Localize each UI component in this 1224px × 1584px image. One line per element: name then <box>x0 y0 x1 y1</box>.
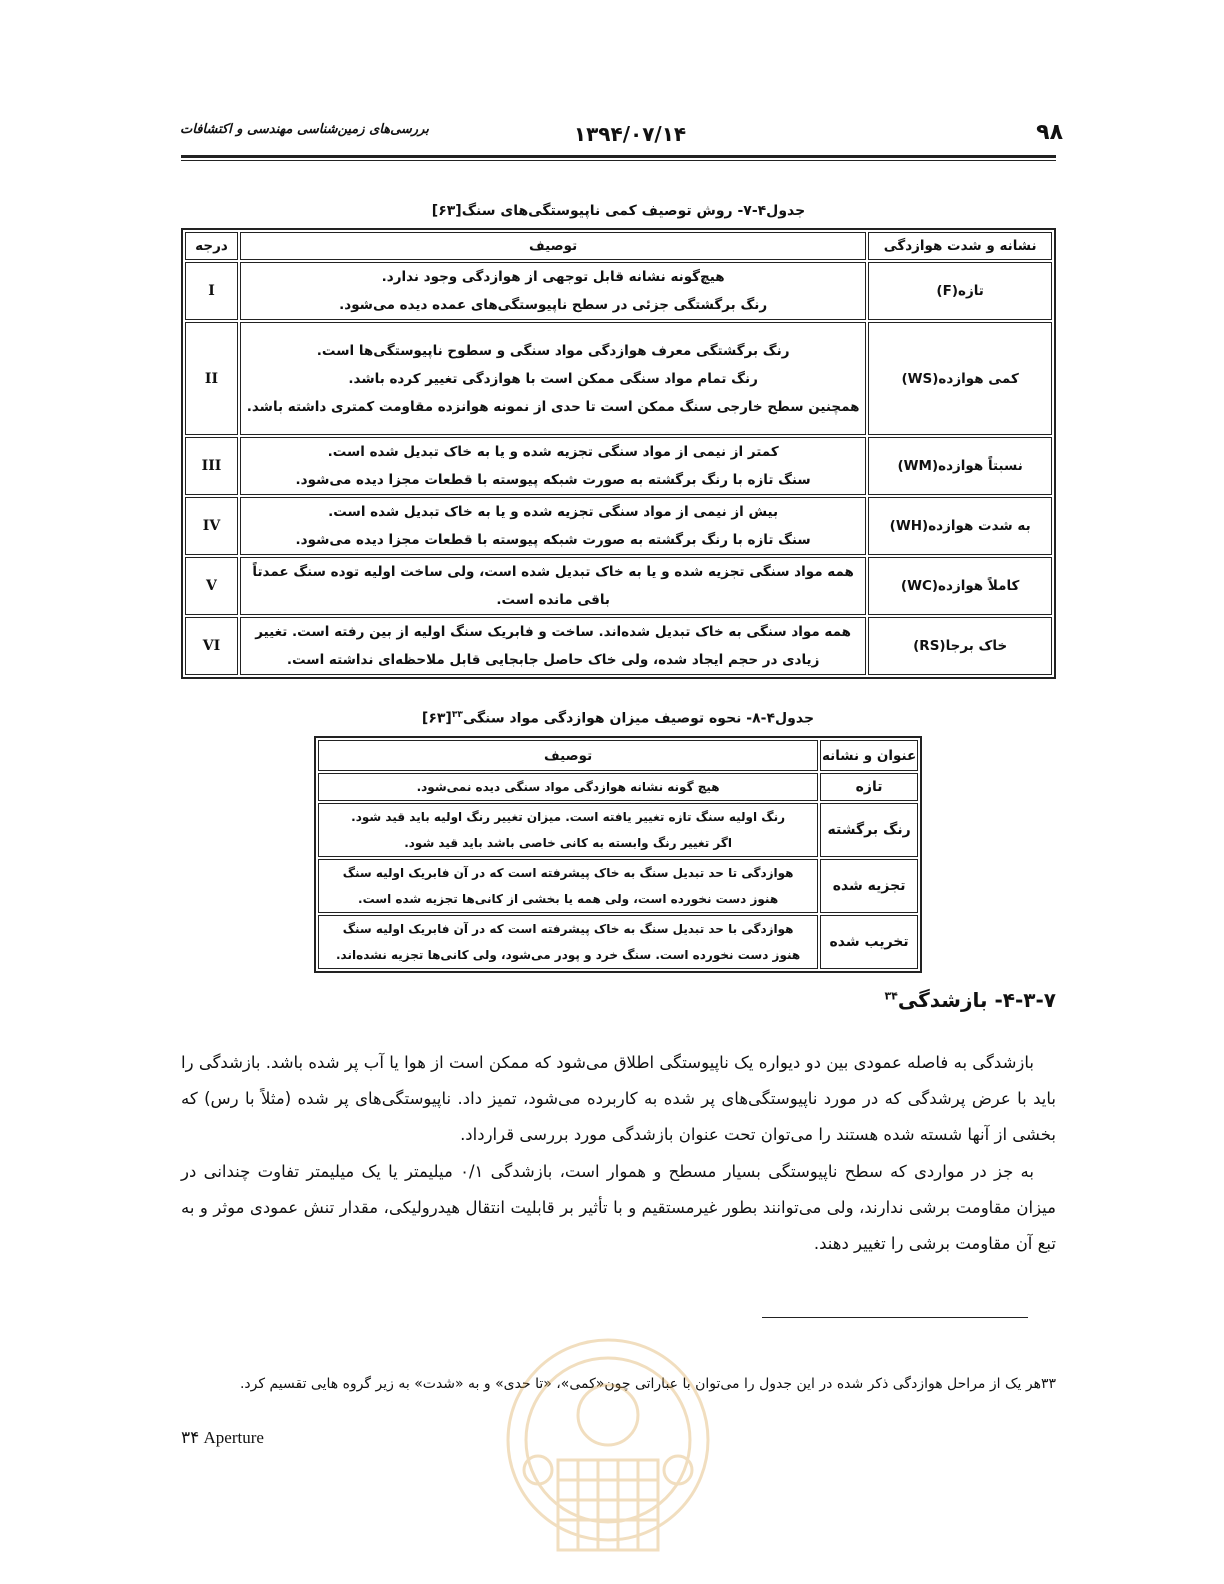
header-date: ۱۳۹۴/۰۷/۱۴ <box>573 122 687 146</box>
cell-desc <box>240 322 866 435</box>
page-number: ۹۸ <box>1036 120 1063 145</box>
body-paragraph-1: بازشدگی به فاصله عمودی بین دو دیواره یک ناپیوستگی اطلاق می‌شود که ممکن است از هوا یا آب پر شده باشد. بازشدگی را باید با عرض پرشدگی که در مورد ناپیوستگی‌های پر شده به کاربرده می‌شود، تمیز داد. ناپیوستگی‌های پر شده (مثلاً با رس) که بخشی از آنها شسته شده هستند را می‌توان تحت عنوان بازشدگی مورد بررسی قرارداد. <box>181 1053 1056 1144</box>
cell-grade: III <box>185 437 238 495</box>
cell-name: تجزیه شده <box>820 859 918 913</box>
cell-sign: خاک برجا(RS) <box>868 617 1052 675</box>
table-row <box>318 803 918 857</box>
cell-desc <box>240 557 866 615</box>
table-row <box>185 437 1052 495</box>
col-header-grade: درجه <box>185 232 238 260</box>
table-header-row <box>185 232 1052 260</box>
footnote-rule <box>762 1317 1028 1318</box>
cell-desc <box>318 773 818 801</box>
section-heading-text: ۴-۳-۷- بازشدگی <box>897 988 1056 1012</box>
table-row <box>185 557 1052 615</box>
table-row <box>318 773 918 801</box>
table-weathering-quantitative <box>181 228 1056 679</box>
desc-line: هیچ‌گونه نشانه قابل توجهی از هوازدگی وجود ندارد. <box>381 269 725 285</box>
table-row <box>318 915 918 969</box>
desc-line: سنگ تازه با رنگ برگشته به صورت شبکه پیوسته با قطعات مجزا دیده می‌شود. <box>295 472 811 488</box>
col-header-desc: توصیف <box>240 232 866 260</box>
cell-grade: II <box>185 322 238 435</box>
table-row <box>185 262 1052 320</box>
cell-name: تازه <box>820 773 918 801</box>
table-row <box>185 617 1052 675</box>
table-header-row <box>318 740 918 771</box>
cell-grade: VI <box>185 617 238 675</box>
cell-grade: V <box>185 557 238 615</box>
desc-line: هنوز دست نخورده است. سنگ خرد و پودر می‌شود، ولی کانی‌ها تجزیه نشده‌اند. <box>336 948 801 962</box>
header-rule-thin <box>181 160 1056 161</box>
table-row <box>185 497 1052 555</box>
desc-line: کمتر از نیمی از مواد سنگی تجزیه شده و یا به خاک تبدیل شده است. <box>327 444 779 460</box>
desc-line: اگر تغییر رنگ وابسته به کانی خاصی باشد باید قید شود. <box>404 836 732 850</box>
desc-line: همه مواد سنگی به خاک تبدیل شده‌اند. ساخت و فابریک سنگ اولیه از بین رفته است. تغییر <box>255 624 852 640</box>
table2-caption-footnote-ref: ۳۳ <box>451 710 463 720</box>
cell-name: تخریب شده <box>820 915 918 969</box>
publisher-logo-watermark <box>478 1320 738 1584</box>
cell-sign: نسبتاً هوازده(WM) <box>868 437 1052 495</box>
section-heading-footnote-ref: ۳۴ <box>884 989 898 1003</box>
header-rule <box>181 155 1056 158</box>
footnote-34: ۳۴ Aperture <box>181 1428 264 1447</box>
footnote-33: ۳۳هر یک از مراحل هوازدگی ذکر شده در این جدول را می‌توان با عباراتی چون«کمی»، «تا حدی» و به «شدت» به زیر گروه هایی تقسیم کرد. <box>239 1376 1056 1392</box>
desc-line: باقی مانده است. <box>496 592 610 608</box>
cell-sign: کمی هوازده(WS) <box>868 322 1052 435</box>
desc-line: هوازدگی با حد تبدیل سنگ به خاک پیشرفته است که در آن فابریک اولیه سنگ <box>342 922 794 936</box>
desc-line: زیادی در حجم ایجاد شده، ولی خاک حاصل جابجایی قابل ملاحظه‌ای نداشته است. <box>286 652 820 668</box>
table-row <box>185 322 1052 435</box>
col-header-desc: توصیف <box>318 740 818 771</box>
table2-caption <box>314 710 922 727</box>
col-header-name: عنوان و نشانه <box>820 740 918 771</box>
desc-line: هیچ گونه نشانه هوازدگی مواد سنگی دیده نمی‌شود. <box>416 780 720 794</box>
cell-desc <box>240 617 866 675</box>
table-row <box>318 859 918 913</box>
table1-caption: جدول۴-۷- روش توصیف کمی ناپیوستگی‌های سنگ[۶۳] <box>431 203 806 219</box>
running-title: بررسی‌های زمین‌شناسی مهندسی و اکتشافات <box>180 122 429 137</box>
section-heading <box>700 988 1056 1012</box>
desc-line: هنوز دست نخورده است، ولی همه یا بخشی از کانی‌ها تجزیه شده است. <box>358 892 779 906</box>
cell-desc <box>240 437 866 495</box>
body-paragraph-2: به جز در مواردی که سطح ناپیوستگی بسیار مسطح و هموار است، بازشدگی ۰/۱ میلیمتر یا یک میلیمتر تفاوت چندانی در میزان مقاومت برشی ندارند، ولی می‌توانند بطور غیرمستقیم و با تأثیر بر قابلیت انتقال هیدرولیکی، مقدار تنش عمودی موثر و به تبع آن مقاومت برشی را تغییر دهند. <box>181 1162 1056 1253</box>
cell-name: رنگ برگشته <box>820 803 918 857</box>
cell-desc <box>318 803 818 857</box>
cell-sign: تازه(F) <box>868 262 1052 320</box>
col-header-sign: نشانه و شدت هوازدگی <box>868 232 1052 260</box>
cell-desc <box>318 915 818 969</box>
cell-grade: I <box>185 262 238 320</box>
table2-caption-citation: [۶۳] <box>421 710 452 727</box>
cell-desc <box>240 262 866 320</box>
cell-desc <box>318 859 818 913</box>
desc-line: هوازدگی تا حد تبدیل سنگ به خاک پیشرفته است که در آن فابریک اولیه سنگ <box>342 866 794 880</box>
desc-line: همچنین سطح خارجی سنگ ممکن است تا حدی از نمونه هوانزده مقاومت کمتری داشته باشد. <box>246 398 860 415</box>
desc-line: رنگ اولیه سنگ تازه تغییر یافته است. میزان تغییر رنگ اولیه باید قید شود. <box>351 810 786 824</box>
desc-line: رنگ تمام مواد سنگی ممکن است با هوازدگی تغییر کرده باشد. <box>348 370 758 387</box>
table-weathering-description <box>314 736 922 973</box>
cell-grade: IV <box>185 497 238 555</box>
cell-desc <box>240 497 866 555</box>
desc-line: سنگ تازه با رنگ برگشته به صورت شبکه پیوسته با قطعات مجزا دیده می‌شود. <box>295 532 811 548</box>
desc-line: رنگ برگشتگی جزئی در سطح ناپیوستگی‌های عمده دیده می‌شود. <box>339 297 768 313</box>
desc-line: بیش از نیمی از مواد سنگی تجزیه شده و یا به خاک تبدیل شده است. <box>328 504 779 520</box>
cell-sign: به شدت هوازده(WH) <box>868 497 1052 555</box>
desc-line: همه مواد سنگی تجزیه شده و یا به خاک تبدیل شده است، ولی ساخت اولیه توده سنگ عمدتاً <box>252 564 854 580</box>
table2-caption-text: جدول۴-۸- نحوه توصیف میزان هوازدگی مواد سنگی <box>462 710 815 727</box>
desc-line: رنگ برگشتگی معرف هوازدگی مواد سنگی و سطوح ناپیوستگی‌ها است. <box>316 342 790 359</box>
cell-sign: کاملاً هوازده(WC) <box>868 557 1052 615</box>
